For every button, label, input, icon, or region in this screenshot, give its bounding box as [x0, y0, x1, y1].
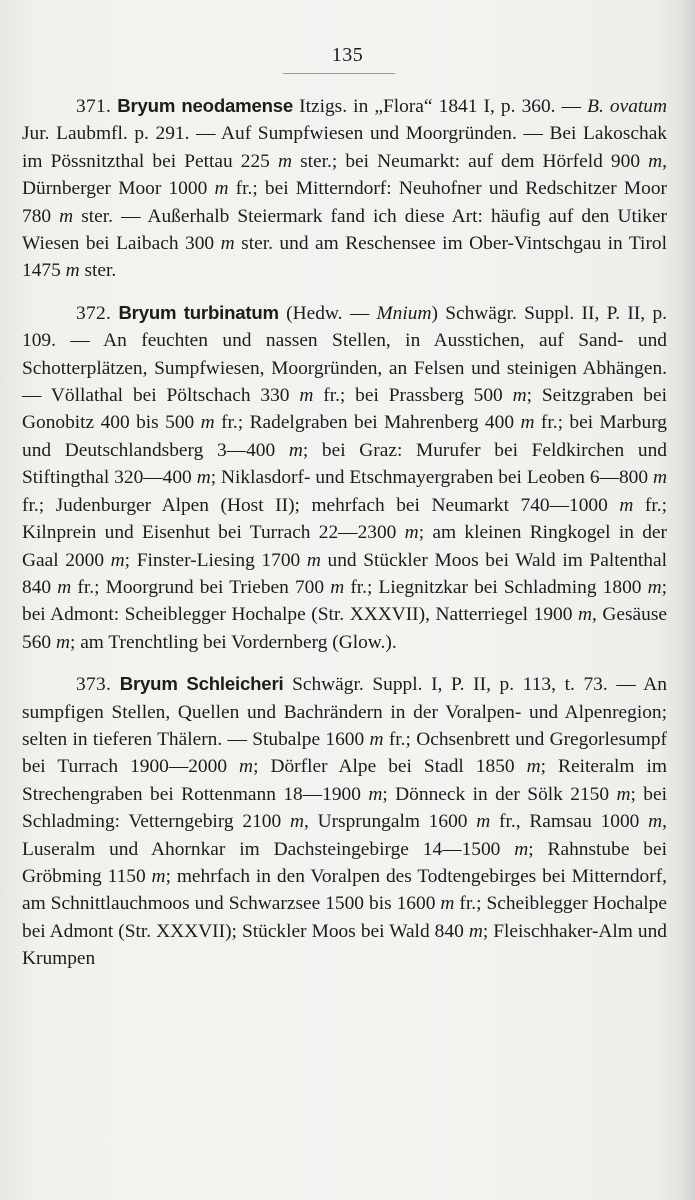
species-entry-371 [22, 92, 667, 285]
species-name: Bryum neodamense [117, 95, 294, 116]
species-name: Bryum turbinatum [118, 301, 279, 323]
entry-text: Schwägr. Suppl. I, P. II, p. 113, t. 73. — An sumpfigen Stellen, Quellen und Bachrändern in der Voralpen- und Alpenregion; selten in tieferen Thälern. — Stubalpe 1600 m fr.; Ochsenbrett und Gregorlesumpf bei Turrach 1900—2000 m; Dörfler Alpe bei Stadl 1850 m; Reiteralm im Strechengraben bei Rottenmann 18—1900 m; Dönneck in der Sölk 2150 m; bei Schladming: Vetterngebirg 2100 m, Ursprungalm 1600 m fr., Ramsau 1000 m, Luseralm und Ahornkar im Dachsteingebirge 14—1500 m; Rahnstube bei Gröbming 1150 m; mehrfach in den Voralpen des Todtengebirges bei Mitterndorf, am Schnittlauchmoos und Schwarzsee 1500 bis 1600 m fr.; Scheiblegger Hochalpe bei Admont (Str. XXXVII); Stückler Moos bei Wald 840 m; Fleischhaker-Alm und Krumpen [22, 674, 668, 970]
species-name: Bryum Schleicheri [119, 673, 284, 695]
page-body [22, 92, 667, 987]
page-number: 135 [331, 44, 364, 66]
header-rule [283, 73, 395, 74]
entry-number: 371. [76, 96, 112, 117]
page-gutter-shadow [681, 0, 695, 1200]
entry-number: 373. [76, 674, 112, 696]
entry-number: 372. [76, 302, 112, 324]
species-entry-373 [22, 670, 667, 972]
entry-text: Itzigs. in „Flora“ 1841 I, p. 360. — B. ovatum Jur. Laubmfl. p. 291. — Auf Sumpfwiesen und Moorgründen. — Bei Lakoschak im Pössnitzthal bei Pettau 225 m ster.; bei Neumarkt: auf dem Hörfeld 900 m, Dürnberger Moor 1000 m fr.; bei Mitterndorf: Neuhofner und Redschitzer Moor 780 m ster. — Außerhalb Steiermark fand ich diese Art: häufig auf den Utiker Wiesen bei Laibach 300 m ster. und am Reschensee im Ober-Vintschgau in Tirol 1475 m ster. [22, 96, 668, 282]
entry-text: (Hedw. — Mnium) Schwägr. Suppl. II, P. II, p. 109. — An feuchten und nassen Stellen, in Ausstichen, auf Sand- und Schotterplätzen, Sumpfwiesen, Moorgründen, an Felsen und steinigen Abhängen. — Völlathal bei Pöltschach 330 m fr.; bei Prassberg 500 m; Seitzgraben bei Gonobitz 400 bis 500 m fr.; Radelgraben bei Mahrenberg 400 m fr.; bei Marburg und Deutschlandsberg 3—400 m; bei Graz: Murufer bei Feldkirchen und Stiftingthal 320—400 m; Niklasdorf- und Etschmayergraben bei Leoben 6—800 m fr.; Judenburger Alpen (Host II); mehrfach bei Neumarkt 740—1000 m fr.; Kilnprein und Eisenhut bei Turrach 22—2300 m; am kleinen Ringkogel in der Gaal 2000 m; Finster-Liesing 1700 m und Stückler Moos bei Wald im Paltenthal 840 m fr.; Moorgrund bei Trieben 700 m fr.; Liegnitzkar bei Schladming 1800 m; bei Admont: Scheiblegger Hochalpe (Str. XXXVII), Natterriegel 1900 m, Gesäuse 560 m; am Trenchtling bei Vordernberg (Glow.). [22, 302, 668, 653]
species-entry-372 [22, 299, 667, 656]
